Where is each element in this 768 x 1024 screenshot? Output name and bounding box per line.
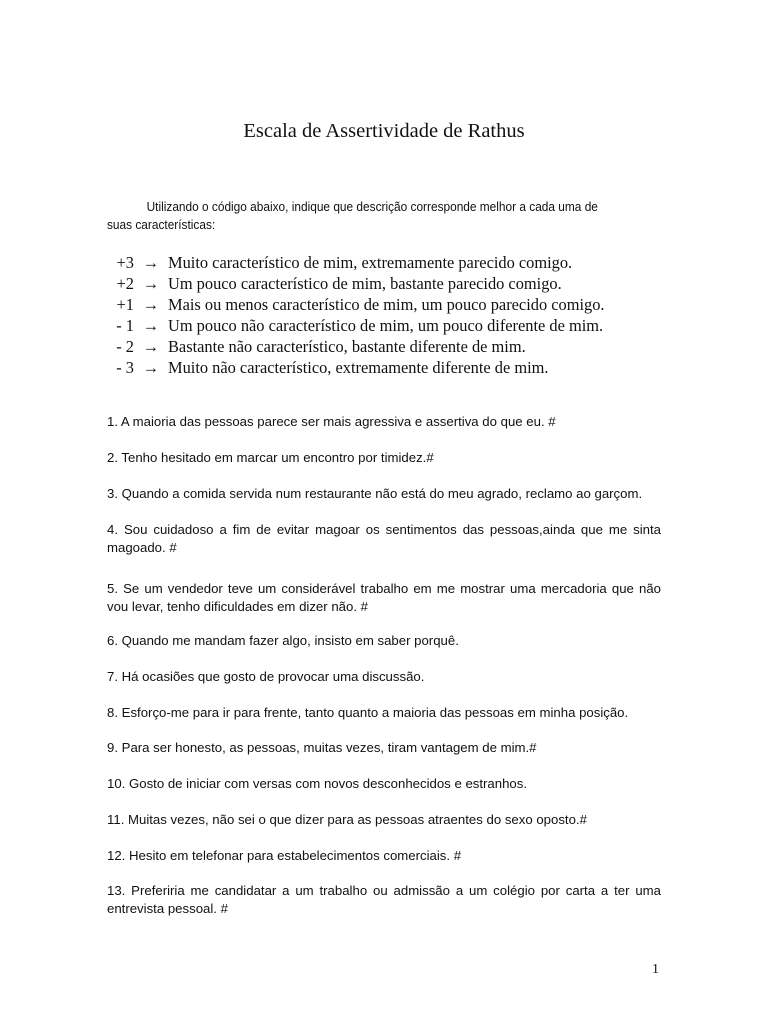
question-item: 12. Hesito em telefonar para estabelecimentos comerciais. # [107,848,462,863]
code-value: - 2 [116,337,134,356]
question-item: 3. Quando a comida servida num restaurante não está do meu agrado, reclamo ao garçom. [107,486,643,501]
code-item [112,315,672,336]
code-description: Bastante não característico, bastante diferente de mim. [168,337,526,356]
code-value: +2 [116,274,134,293]
question-item: 1. A maioria das pessoas parece ser mais agressiva e assertiva do que eu. # [107,414,556,429]
right-arrow-icon: → [142,316,160,335]
question-item: 9. Para ser honesto, as pessoas, muitas vezes, tiram vantagem de mim.# [107,740,537,755]
question-item: 6. Quando me mandam fazer algo, insisto em saber porquê. [107,633,459,648]
question-item: 5. Se um vendedor teve um considerável trabalho em me mostrar uma mercadoria que não vou levar, tenho dificuldades em dizer não. # [107,581,661,614]
instructions-paragraph: Utilizando o código abaixo, indique que descrição corresponde melhor a cada uma de suas características: [107,199,598,232]
code-description: Muito não característico, extremamente diferente de mim. [168,358,549,377]
code-item [112,357,672,378]
document-title: Escala de Assertividade de Rathus [243,120,525,142]
question-item: 10. Gosto de iniciar com versas com novos desconhecidos e estranhos. [107,776,528,791]
right-arrow-icon: → [142,253,160,272]
code-item [112,273,672,294]
right-arrow-icon: → [142,337,160,356]
code-value: - 3 [116,358,134,377]
code-description: Um pouco característico de mim, bastante parecido comigo. [168,274,562,293]
code-value: +1 [116,295,134,314]
code-item [112,336,672,357]
question-item: 11. Muitas vezes, não sei o que dizer para as pessoas atraentes do sexo oposto.# [107,812,587,827]
code-value: - 1 [116,316,134,335]
response-code-list [112,252,672,378]
question-item: 4. Sou cuidadoso a fim de evitar magoar os sentimentos das pessoas,ainda que me sinta magoado. # [107,522,661,555]
code-item [112,252,672,273]
question-item: 2. Tenho hesitado em marcar um encontro por timidez.# [107,450,434,465]
right-arrow-icon: → [142,295,160,314]
question-item: 7. Há ocasiões que gosto de provocar uma discussão. [107,669,425,684]
right-arrow-icon: → [142,274,160,293]
right-arrow-icon: → [142,358,160,377]
code-description: Muito característico de mim, extremamente parecido comigo. [168,253,573,272]
page-number: 1 [652,962,659,977]
code-value: +3 [116,253,134,272]
question-item: 13. Preferiria me candidatar a um trabalho ou admissão a um colégio por carta a ter uma entrevista pessoal. # [107,883,661,916]
code-item [112,294,672,315]
code-description: Mais ou menos característico de mim, um pouco parecido comigo. [168,295,605,314]
question-item: 8. Esforço-me para ir para frente, tanto quanto a maioria das pessoas em minha posição. [107,705,629,720]
code-description: Um pouco não característico de mim, um pouco diferente de mim. [168,316,604,335]
